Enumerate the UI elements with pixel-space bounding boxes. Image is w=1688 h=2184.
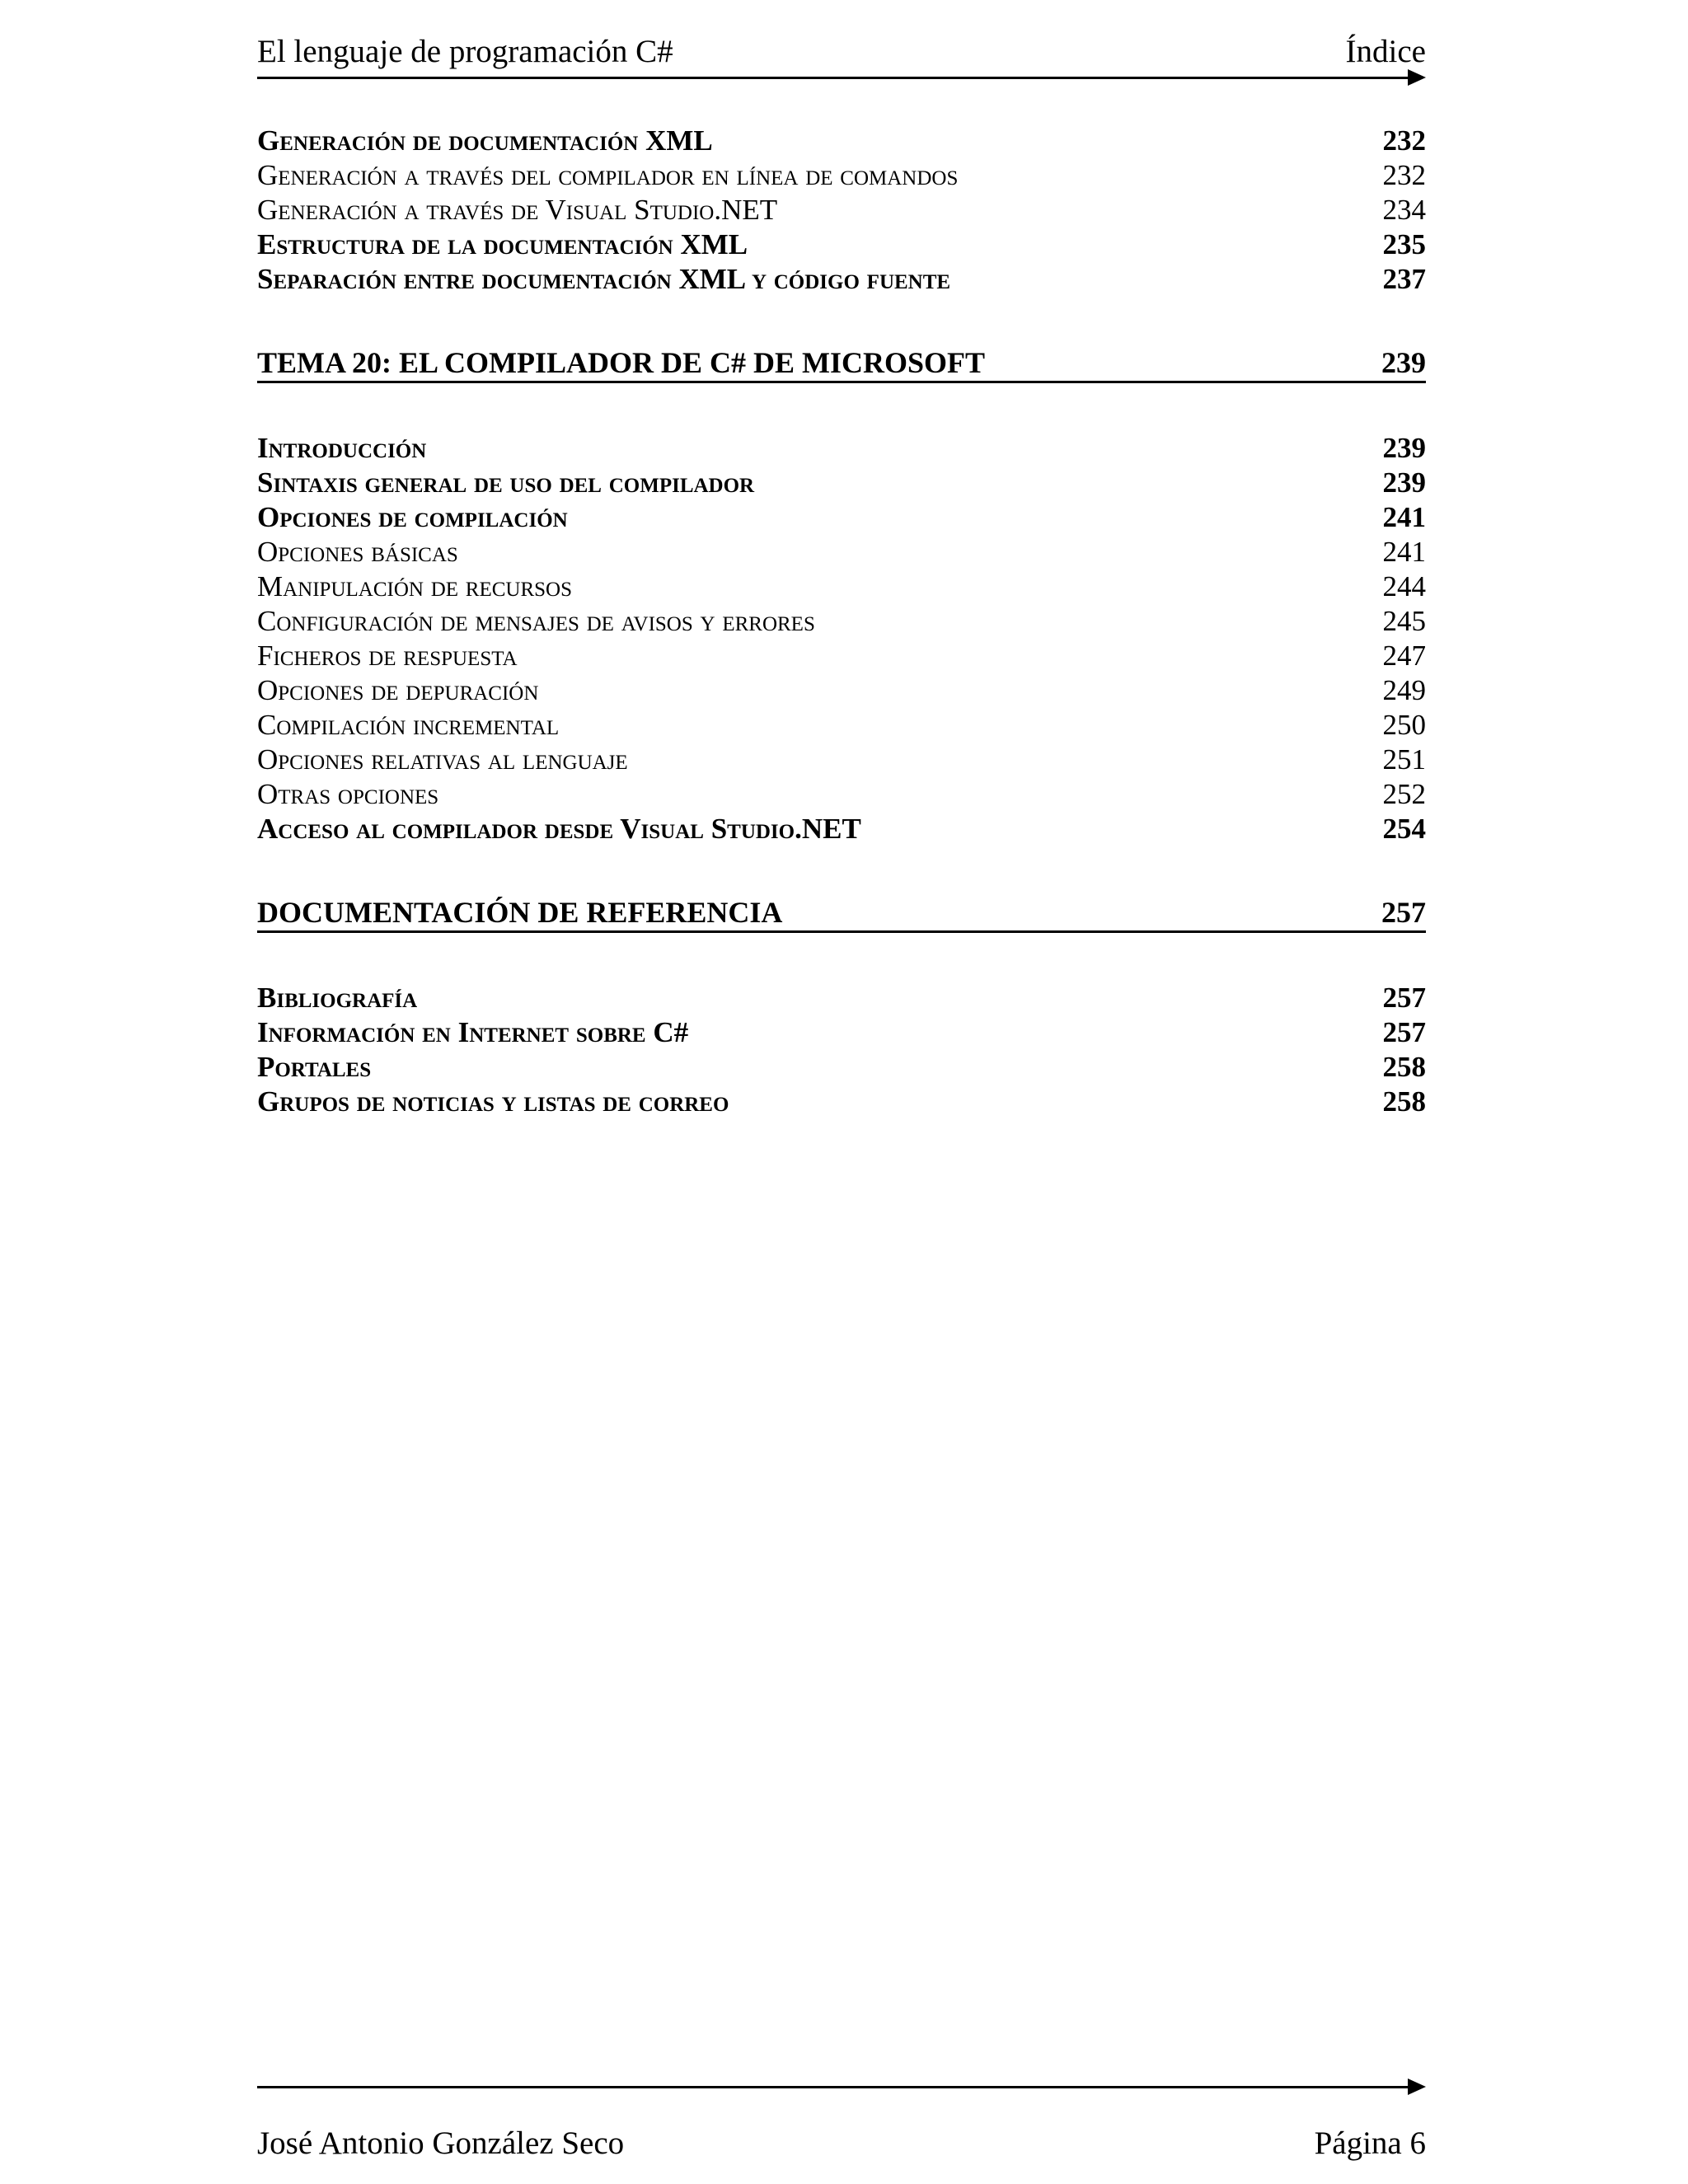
- toc-chapter-page: 257: [1381, 896, 1426, 929]
- toc-entry-page: 239: [1382, 466, 1426, 499]
- toc-entry-opciones-depuracion[interactable]: [257, 673, 1426, 708]
- toc-entry-page: 235: [1382, 228, 1426, 260]
- page-footer: [257, 2077, 1426, 2159]
- toc-entry-label: Opciones relativas al lenguaje: [257, 743, 628, 776]
- toc-entry-generacion-documentacion-xml[interactable]: [257, 124, 1426, 158]
- toc-entry-page: 241: [1382, 501, 1426, 533]
- toc-entry-opciones-compilacion[interactable]: [257, 500, 1426, 535]
- toc-entry-estructura-documentacion[interactable]: [257, 227, 1426, 262]
- toc-entry-page: 249: [1382, 674, 1426, 706]
- spacer: [257, 383, 1426, 431]
- toc-entry-label: Compilación incremental: [257, 709, 560, 741]
- toc-entry-configuracion-mensajes[interactable]: [257, 604, 1426, 639]
- toc-entry-label: Opciones de depuración: [257, 674, 539, 706]
- toc-entry-label: Manipulación de recursos: [257, 570, 572, 602]
- toc-entry-label: Opciones básicas: [257, 536, 458, 568]
- toc-entry-opciones-lenguaje[interactable]: [257, 743, 1426, 777]
- toc-chapter-label: DOCUMENTACIÓN DE REFERENCIA: [257, 896, 783, 929]
- toc-entry-label: Generación a través de Visual Studio.NET: [257, 194, 778, 226]
- toc-entry-label: Grupos de noticias y listas de correo: [257, 1085, 729, 1118]
- toc-entry-grupos-noticias[interactable]: [257, 1085, 1426, 1119]
- header-row: [257, 25, 1426, 68]
- toc-entry-page: 234: [1382, 194, 1426, 226]
- toc-entry-page: 241: [1382, 536, 1426, 568]
- toc-entry-introduccion[interactable]: [257, 431, 1426, 466]
- toc-entry-label: Otras opciones: [257, 778, 439, 810]
- spacer: [257, 933, 1426, 981]
- toc-entry-page: 257: [1382, 1016, 1426, 1048]
- toc-entry-manipulacion-recursos[interactable]: [257, 569, 1426, 604]
- toc-entry-label: Opciones de compilación: [257, 501, 568, 533]
- toc-entry-generacion-linea-comandos[interactable]: [257, 158, 1426, 193]
- toc-entry-label: Separación entre documentación XML y código fuente: [257, 263, 951, 295]
- toc-entry-sintaxis-general[interactable]: [257, 466, 1426, 500]
- toc-chapter-documentacion-referencia[interactable]: [257, 894, 1426, 933]
- toc-entry-page: 257: [1382, 982, 1426, 1014]
- table-of-contents: [257, 124, 1426, 1119]
- arrow-right-icon: [1408, 69, 1426, 86]
- toc-entry-portales[interactable]: [257, 1050, 1426, 1085]
- toc-entry-page: 254: [1382, 813, 1426, 845]
- toc-entry-page: 232: [1382, 124, 1426, 157]
- toc-entry-informacion-internet[interactable]: [257, 1015, 1426, 1050]
- toc-entry-label: Generación a través del compilador en línea de comandos: [257, 159, 959, 191]
- toc-entry-page: 244: [1382, 570, 1426, 602]
- toc-entry-label: Información en Internet sobre C#: [257, 1016, 689, 1048]
- toc-entry-otras-opciones[interactable]: [257, 777, 1426, 812]
- footer-rule-line: [257, 2086, 1411, 2088]
- toc-entry-page: 237: [1382, 263, 1426, 295]
- footer-arrow-rule: [257, 2077, 1426, 2098]
- toc-entry-label: Acceso al compilador desde Visual Studio.NET: [257, 813, 861, 845]
- footer-row: [257, 2098, 1426, 2159]
- toc-entry-page: 252: [1382, 778, 1426, 810]
- toc-entry-label: Portales: [257, 1051, 372, 1083]
- toc-chapter-label: TEMA 20: EL COMPILADOR DE C# DE MICROSOFT: [257, 346, 986, 379]
- toc-chapter-page: 239: [1381, 346, 1426, 379]
- toc-entry-label: Configuración de mensajes de avisos y errores: [257, 605, 815, 637]
- toc-chapter-tema-20[interactable]: [257, 344, 1426, 383]
- toc-entry-page: 251: [1382, 743, 1426, 776]
- toc-entry-bibliografia[interactable]: [257, 981, 1426, 1015]
- header-rule-line: [257, 77, 1411, 79]
- toc-entry-page: 232: [1382, 159, 1426, 191]
- page-header: [257, 25, 1426, 89]
- book-title: El lenguaje de programación C#: [257, 34, 673, 69]
- arrow-right-icon: [1408, 2079, 1426, 2095]
- toc-entry-label: Introducción: [257, 432, 427, 464]
- toc-entry-page: 245: [1382, 605, 1426, 637]
- toc-entry-compilacion-incremental[interactable]: [257, 708, 1426, 743]
- toc-entry-label: Ficheros de respuesta: [257, 640, 518, 672]
- toc-entry-label: Generación de documentación XML: [257, 124, 713, 157]
- toc-entry-label: Bibliografía: [257, 982, 418, 1014]
- toc-entry-generacion-visual-studio[interactable]: [257, 193, 1426, 227]
- toc-entry-ficheros-respuesta[interactable]: [257, 639, 1426, 673]
- spacer: [257, 297, 1426, 344]
- section-title: Índice: [1345, 34, 1426, 69]
- toc-entry-page: 250: [1382, 709, 1426, 741]
- toc-entry-page: 258: [1382, 1051, 1426, 1083]
- toc-entry-label: Sintaxis general de uso del compilador: [257, 466, 755, 499]
- toc-entry-page: 239: [1382, 432, 1426, 464]
- toc-entry-acceso-compilador[interactable]: [257, 812, 1426, 846]
- toc-entry-separacion-documentacion[interactable]: [257, 262, 1426, 297]
- header-arrow-rule: [257, 68, 1426, 89]
- toc-entry-label: Estructura de la documentación XML: [257, 228, 748, 260]
- toc-entry-page: 258: [1382, 1085, 1426, 1118]
- author-name: José Antonio González Seco: [257, 2125, 625, 2161]
- toc-entry-opciones-basicas[interactable]: [257, 535, 1426, 569]
- toc-entry-page: 247: [1382, 640, 1426, 672]
- page-number: Página 6: [1314, 2125, 1426, 2161]
- spacer: [257, 846, 1426, 894]
